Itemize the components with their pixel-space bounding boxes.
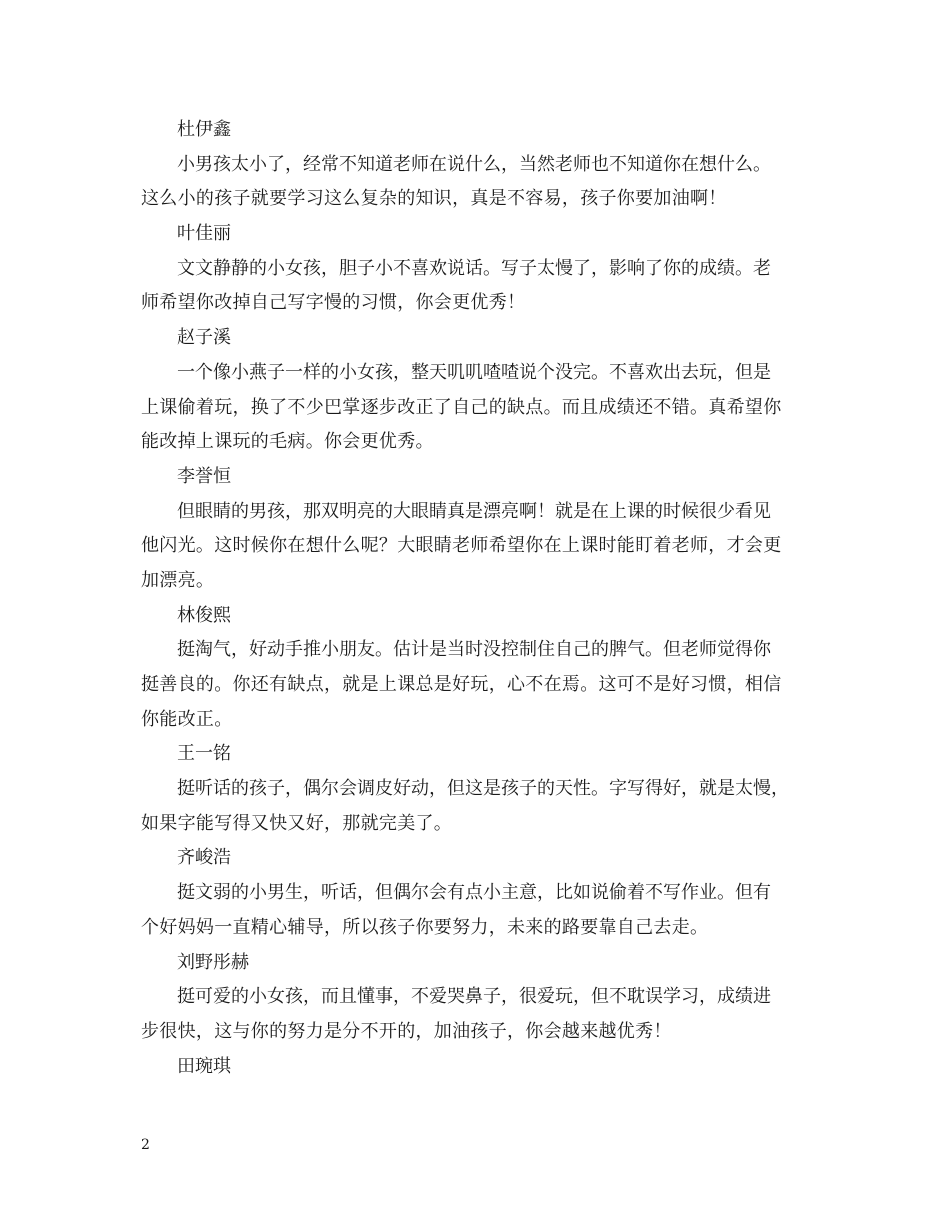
student-name: 林俊熙 [177, 604, 231, 626]
comment-line: 步很快，这与你的努力是分不开的，加油孩子，你会越来越优秀！ [141, 1020, 672, 1042]
comment-line: 你能改正。 [141, 708, 233, 730]
comment-line: 这么小的孩子就要学习这么复杂的知识，真是不容易，孩子你要加油啊！ [141, 188, 727, 210]
student-name: 赵子溪 [177, 327, 231, 349]
comment-line: 他闪光。这时候你在想什么呢？大眼睛老师希望你在上课时能盯着老师，才会更 [141, 535, 782, 557]
comment-line: 挺可爱的小女孩，而且懂事，不爱哭鼻子，很爱玩，但不耽误学习，成绩进 [177, 986, 771, 1008]
comment-line: 一个像小燕子一样的小女孩，整天叽叽喳喳说个没完。不喜欢出去玩，但是 [177, 361, 771, 383]
student-name: 齐峻浩 [177, 847, 231, 869]
comment-line: 加漂亮。 [141, 569, 215, 591]
comment-line: 能改掉上课玩的毛病。你会更优秀。 [141, 431, 434, 453]
comment-line: 个好妈妈一直精心辅导，所以孩子你要努力，未来的路要靠自己去走。 [141, 916, 709, 938]
student-name: 刘野彤赫 [177, 951, 249, 973]
comment-line: 文文静静的小女孩，胆子小不喜欢说话。写子太慢了，影响了你的成绩。老 [177, 257, 771, 279]
comment-line: 小男孩太小了，经常不知道老师在说什么，当然老师也不知道你在想什么。 [177, 153, 771, 175]
comment-line: 挺淘气，好动手推小朋友。估计是当时没控制住自己的脾气。但老师觉得你 [177, 639, 771, 661]
comment-line: 但眼睛的男孩，那双明亮的大眼睛真是漂亮啊！就是在上课的时候很少看见 [177, 500, 771, 522]
page-number: 2 [141, 1137, 150, 1153]
student-name: 李誉恒 [177, 465, 231, 487]
student-name: 叶佳丽 [177, 223, 231, 245]
comment-line: 挺文弱的小男生，听话，但偶尔会有点小主意，比如说偷着不写作业。但有 [177, 882, 771, 904]
student-name: 田琬琪 [177, 1055, 231, 1077]
document-body [141, 113, 811, 1084]
comment-line: 挺善良的。你还有缺点，就是上课总是好玩，心不在焉。这可不是好习惯，相信 [141, 674, 782, 695]
comment-line: 挺听话的孩子，偶尔会调皮好动，但这是孩子的天性。字写得好，就是太慢， [177, 778, 789, 800]
student-name: 王一铭 [177, 743, 231, 765]
comment-line: 如果字能写得又快又好，那就完美了。 [141, 812, 453, 834]
student-name: 杜伊鑫 [177, 119, 231, 140]
comment-line: 上课偷着玩，换了不少巴掌逐步改正了自己的缺点。而且成绩还不错。真希望你 [141, 396, 782, 418]
comment-line: 师希望你改掉自己写字慢的习惯，你会更优秀！ [141, 292, 526, 314]
